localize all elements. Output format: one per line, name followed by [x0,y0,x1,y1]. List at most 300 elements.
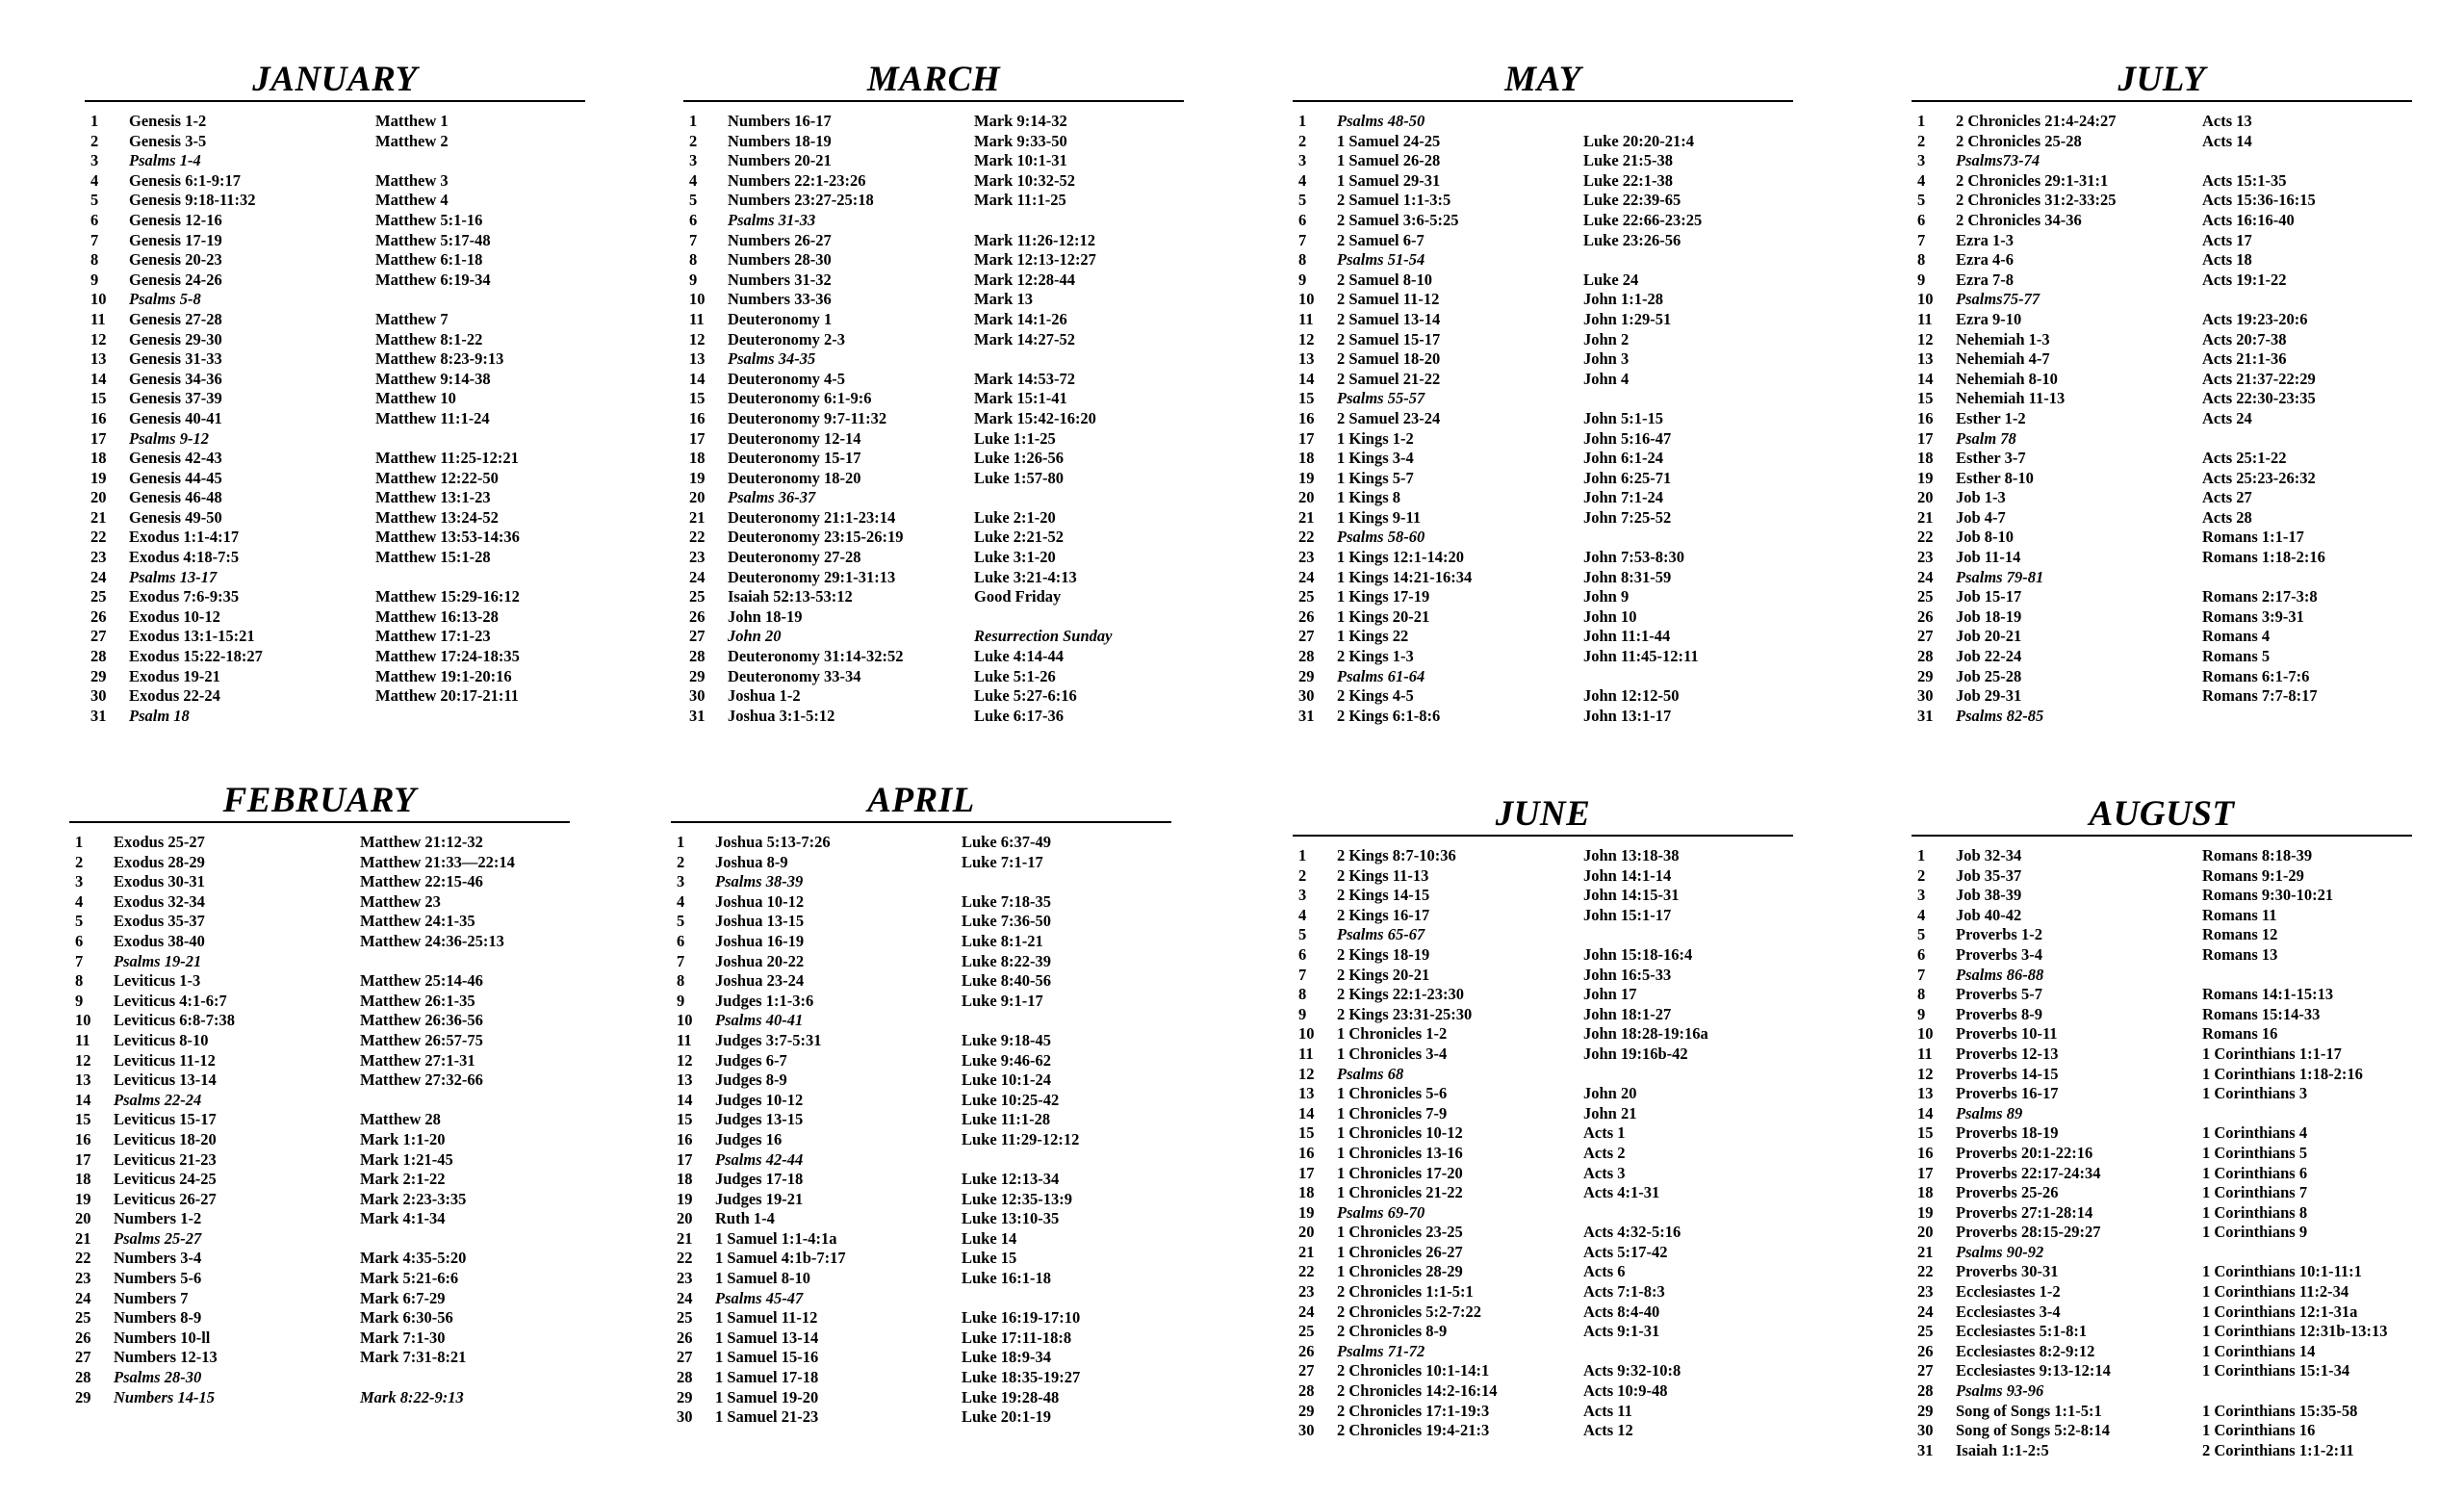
day-number: 18 [90,449,107,468]
reading-primary: Judges 8-9 [715,1070,787,1090]
reading-primary: 2 Samuel 18-20 [1337,349,1441,369]
reading-row [683,250,1184,271]
reading-row [1293,686,1793,707]
reading-row [85,132,585,152]
reading-row [1912,627,2412,647]
day-number: 25 [1298,1322,1315,1341]
reading-primary: Deuteronomy 31:14-32:52 [728,647,904,666]
reading-secondary: Luke 6:17-36 [974,706,1065,725]
reading-secondary: John 15:18-16:4 [1583,944,1693,964]
day-number: 24 [1917,1302,1934,1321]
reading-row [1912,132,2412,152]
reading-secondary: Luke 20:20-21:4 [1583,131,1695,150]
reading-secondary: Acts 10:9-48 [1583,1381,1668,1401]
reading-row [69,1328,570,1349]
reading-secondary: Matthew 28 [360,1110,441,1129]
reading-primary: 1 Samuel 4:1b-7:17 [715,1249,846,1268]
reading-primary: Psalms 34-35 [728,349,816,369]
reading-secondary: Mark 10:1-31 [974,151,1067,170]
reading-primary: Deuteronomy 15-17 [728,449,861,468]
reading-secondary: Acts 16:16-40 [2202,210,2295,229]
day-number: 10 [1917,290,1934,309]
day-number: 29 [677,1387,693,1406]
reading-row [69,912,570,932]
reading-primary: Job 1-3 [1956,488,2006,507]
reading-row [85,112,585,132]
reading-primary: Isaiah 1:1-2:5 [1956,1440,2049,1459]
day-number: 27 [689,627,706,646]
reading-row [1293,1104,1793,1124]
day-number: 19 [677,1189,693,1208]
day-number: 6 [1917,210,1926,229]
reading-secondary: John 7:1-24 [1583,488,1663,507]
reading-secondary: Luke 9:18-45 [962,1030,1052,1049]
reading-list [1293,112,1793,726]
reading-secondary: John 13:1-17 [1583,706,1672,725]
reading-primary: Exodus 10-12 [129,606,220,626]
reading-secondary: Luke 8:1-21 [962,931,1043,950]
reading-row [671,1348,1171,1368]
reading-row [1293,548,1793,568]
reading-primary: Psalms 1-4 [129,151,201,170]
reading-row [671,1368,1171,1388]
reading-row [671,1110,1171,1130]
day-number: 27 [1298,1361,1315,1380]
day-number: 23 [1917,548,1934,567]
reading-row [1293,151,1793,171]
reading-row [1912,1123,2412,1144]
day-number: 11 [689,309,705,328]
reading-secondary: Romans 7:7-8:17 [2202,686,2318,706]
title-rule [85,100,585,102]
reading-secondary: Good Friday [974,587,1062,606]
reading-primary: Psalms 40-41 [715,1011,804,1030]
reading-row [1912,349,2412,370]
reading-row [1912,906,2412,926]
reading-row [69,892,570,913]
reading-secondary: Mark 4:35-5:20 [360,1249,467,1268]
reading-primary: Proverbs 27:1-28:14 [1956,1202,2093,1222]
reading-primary: Exodus 4:18-7:5 [129,548,240,567]
reading-secondary: Luke 5:1-26 [974,666,1056,685]
reading-row [1293,409,1793,429]
day-number: 21 [1917,507,1934,527]
day-number: 29 [689,666,706,685]
reading-secondary: John 7:53-8:30 [1583,548,1684,567]
reading-row [1293,1045,1793,1065]
reading-row [85,686,585,707]
reading-secondary: Luke 17:11-18:8 [962,1328,1072,1347]
reading-secondary: Luke 9:1-17 [962,991,1043,1010]
reading-primary: 1 Kings 9-11 [1337,507,1422,527]
reading-row [85,429,585,450]
reading-secondary: Luke 10:1-24 [962,1070,1052,1090]
reading-row [671,1209,1171,1229]
reading-row [69,1249,570,1269]
reading-secondary [1583,528,1793,548]
reading-primary: Numbers 23:27-25:18 [728,191,874,210]
reading-row [1912,1303,2412,1323]
reading-secondary: John 1:29-51 [1583,309,1672,328]
day-number: 5 [689,191,698,210]
reading-row [1293,647,1793,667]
reading-primary: Judges 19-21 [715,1189,804,1208]
reading-row [683,508,1184,529]
day-number: 23 [90,548,107,567]
reading-list [1912,846,2412,1460]
reading-row [671,992,1171,1012]
day-number: 2 [1917,131,1926,150]
reading-primary: 1 Chronicles 10-12 [1337,1123,1463,1143]
day-number: 21 [75,1228,91,1248]
reading-primary: Psalms 90-92 [1956,1242,2044,1261]
reading-row [671,952,1171,972]
reading-row [85,370,585,390]
reading-secondary [1583,1065,1793,1085]
day-number: 23 [1298,1282,1315,1302]
reading-row [85,409,585,429]
reading-secondary: Luke 14 [962,1228,1017,1248]
day-number: 25 [90,587,107,606]
day-number: 31 [90,706,107,725]
reading-secondary [1583,112,1793,132]
reading-secondary: John 6:25-71 [1583,468,1672,487]
day-number: 26 [1917,606,1934,626]
reading-primary: Nehemiah 1-3 [1956,329,2050,348]
reading-secondary: Romans 2:17-3:8 [2202,587,2318,606]
reading-row [1293,667,1793,687]
day-number: 13 [75,1070,91,1090]
reading-row [85,171,585,192]
reading-secondary: Acts 13 [2202,112,2252,130]
reading-primary: Psalms 65-67 [1337,925,1425,944]
reading-secondary: John 20 [1583,1084,1637,1103]
reading-row [1912,449,2412,469]
reading-row [1293,707,1793,727]
day-number: 30 [1917,1421,1934,1440]
day-number: 10 [75,1011,91,1030]
day-number: 23 [689,548,706,567]
reading-primary: Psalms 89 [1956,1103,2023,1122]
reading-row [1912,1441,2412,1461]
day-number: 2 [90,131,99,150]
day-number: 10 [689,290,706,309]
reading-secondary: Mark 9:33-50 [974,131,1067,150]
day-number: 26 [1298,606,1315,626]
reading-secondary: Luke 1:26-56 [974,449,1065,468]
day-number: 20 [90,488,107,507]
reading-secondary: Luke 5:27-6:16 [974,686,1077,706]
reading-primary: 2 Chronicles 8-9 [1337,1322,1448,1341]
reading-secondary: Matthew 8:23-9:13 [375,349,504,369]
day-number: 17 [689,428,706,448]
reading-secondary: Matthew 13:24-52 [375,507,499,527]
reading-secondary [962,1150,1171,1171]
day-number: 25 [689,587,706,606]
reading-row [69,992,570,1012]
reading-secondary: Acts 7:1-8:3 [1583,1282,1665,1302]
day-number: 7 [75,951,84,970]
reading-row [69,952,570,972]
reading-primary: Psalms 69-70 [1337,1202,1425,1222]
reading-primary: Deuteronomy 27-28 [728,548,861,567]
reading-primary: Psalms 61-64 [1337,666,1425,685]
day-number: 8 [90,250,99,270]
reading-row [1293,488,1793,508]
reading-primary: Psalms 38-39 [715,872,804,891]
reading-primary: Psalms 25-27 [114,1228,202,1248]
day-number: 14 [677,1090,693,1109]
reading-row [1912,250,2412,271]
reading-secondary [1583,389,1793,409]
day-number: 3 [1917,886,1926,905]
reading-row [1912,151,2412,171]
reading-primary: 2 Chronicles 19:4-21:3 [1337,1421,1490,1440]
reading-row [1293,508,1793,529]
reading-primary: 2 Chronicles 1:1-5:1 [1337,1282,1474,1302]
reading-row [683,488,1184,508]
day-number: 1 [677,833,685,851]
day-number: 2 [689,131,698,150]
reading-row [1912,1183,2412,1203]
reading-row [85,508,585,529]
reading-secondary: John 14:15-31 [1583,886,1680,905]
reading-secondary [2202,1104,2412,1124]
reading-primary: Joshua 20-22 [715,951,805,970]
reading-secondary: Matthew 15:1-28 [375,548,491,567]
day-number: 29 [75,1387,91,1406]
reading-row [671,853,1171,873]
day-number: 7 [1298,965,1307,984]
reading-secondary: John 2 [1583,329,1630,348]
day-number: 9 [689,270,698,289]
reading-secondary: 1 Corinthians 5 [2202,1143,2308,1162]
reading-primary: Numbers 14-15 [114,1387,215,1406]
reading-row [1912,310,2412,330]
reading-secondary: Matthew 24:1-35 [360,912,475,931]
reading-primary: Deuteronomy 6:1-9:6 [728,389,872,408]
reading-primary: Joshua 8-9 [715,852,788,871]
day-number: 9 [1917,270,1926,289]
reading-secondary: 1 Corinthians 1:18-2:16 [2202,1064,2363,1083]
reading-secondary: Luke 20:1-19 [962,1407,1052,1427]
reading-secondary: Resurrection Sunday [974,627,1113,646]
day-number: 22 [677,1249,693,1268]
reading-secondary: Mark 14:27-52 [974,329,1075,348]
reading-primary: Numbers 16-17 [728,112,832,130]
reading-primary: Nehemiah 11-13 [1956,389,2066,408]
day-number: 1 [1298,112,1307,130]
reading-row [1912,290,2412,310]
reading-primary: Numbers 10-ll [114,1328,211,1347]
reading-secondary: Luke 21:5-38 [1583,151,1674,170]
reading-row [683,132,1184,152]
reading-primary: 1 Kings 22 [1337,627,1409,646]
reading-secondary [360,1229,570,1250]
day-number: 20 [75,1209,91,1228]
reading-primary: Genesis 20-23 [129,250,222,270]
reading-primary: Proverbs 20:1-22:16 [1956,1143,2093,1162]
reading-primary: Leviticus 8-10 [114,1030,209,1049]
reading-row [1912,667,2412,687]
reading-row [69,1011,570,1031]
reading-row [683,686,1184,707]
reading-secondary: John 5:1-15 [1583,408,1663,427]
day-number: 12 [75,1050,91,1070]
reading-row [1293,985,1793,1005]
reading-row [69,872,570,892]
reading-primary: Deuteronomy 29:1-31:13 [728,567,896,586]
reading-row [69,1051,570,1071]
reading-primary: 2 Kings 6:1-8:6 [1337,706,1441,725]
reading-row [683,548,1184,568]
day-number: 17 [1298,428,1315,448]
reading-secondary: Acts 9:32-10:8 [1583,1361,1681,1380]
reading-row [1912,548,2412,568]
reading-row [671,1070,1171,1091]
reading-secondary: John 17 [1583,985,1637,1004]
reading-row [1912,1342,2412,1362]
day-number: 9 [1298,270,1307,289]
reading-row [671,1388,1171,1408]
reading-primary: 1 Samuel 29-31 [1337,170,1441,190]
reading-primary: 2 Samuel 1:1-3:5 [1337,191,1451,210]
reading-row [1293,211,1793,231]
reading-secondary: Luke 6:37-49 [962,833,1052,851]
reading-primary: Job 29-31 [1956,686,2022,706]
reading-secondary: Matthew 15:29-16:12 [375,587,520,606]
reading-secondary: Acts 1 [1583,1123,1626,1143]
reading-primary: 1 Chronicles 3-4 [1337,1044,1448,1063]
reading-primary: Psalms 31-33 [728,210,816,229]
reading-row [671,1011,1171,1031]
reading-primary: 1 Samuel 21-23 [715,1407,819,1427]
reading-primary: Joshua 3:1-5:12 [728,706,835,725]
reading-secondary: Mark 10:32-52 [974,170,1075,190]
reading-row [69,1190,570,1210]
month-august [1912,795,2412,1460]
reading-secondary [2202,151,2412,171]
reading-secondary: Matthew 4 [375,191,449,210]
reading-primary: Psalms 19-21 [114,951,202,970]
day-number: 5 [75,912,84,931]
reading-row [1293,1402,1793,1422]
day-number: 31 [1298,706,1315,725]
reading-primary: 1 Chronicles 7-9 [1337,1103,1448,1122]
reading-primary: Ecclesiastes 8:2-9:12 [1956,1341,2095,1360]
reading-primary: Job 15-17 [1956,587,2022,606]
reading-secondary: Romans 15:14-33 [2202,1004,2321,1023]
day-number: 10 [677,1011,693,1030]
day-number: 27 [1917,627,1934,646]
day-number: 23 [1298,548,1315,567]
reading-secondary: Acts 28 [2202,507,2252,527]
reading-row [1293,1381,1793,1402]
reading-secondary: Luke 11:1-28 [962,1110,1051,1129]
reading-row [683,568,1184,588]
reading-secondary: John 1:1-28 [1583,290,1663,309]
reading-primary: Psalm 18 [129,706,190,725]
day-number: 12 [90,329,107,348]
reading-primary: Genesis 17-19 [129,230,222,249]
reading-row [85,191,585,211]
reading-row [1912,330,2412,350]
day-number: 21 [1298,507,1315,527]
reading-secondary: 1 Corinthians 11:2-34 [2202,1282,2349,1302]
day-number: 2 [677,852,685,871]
reading-row [85,528,585,548]
title-rule [69,821,570,823]
day-number: 4 [75,891,84,911]
reading-secondary [375,151,585,171]
reading-row [1293,1065,1793,1085]
reading-secondary [1583,1203,1793,1224]
reading-row [1912,886,2412,906]
day-number: 9 [1917,1004,1926,1023]
reading-row [69,1110,570,1130]
title-rule [1912,100,2412,102]
reading-secondary: Matthew 11:1-24 [375,408,490,427]
reading-row [1293,290,1793,310]
reading-row [1293,945,1793,966]
reading-secondary: Matthew 2 [375,131,449,150]
reading-row [1912,429,2412,450]
reading-primary: Genesis 9:18-11:32 [129,191,256,210]
reading-primary: Ezra 7-8 [1956,270,2015,289]
reading-secondary: Mark 6:30-56 [360,1308,453,1328]
reading-secondary: 1 Corinthians 4 [2202,1123,2308,1143]
reading-row [69,1229,570,1250]
reading-secondary: John 15:1-17 [1583,905,1672,924]
reading-row [1293,1024,1793,1045]
reading-secondary: Luke 16:1-18 [962,1269,1052,1288]
reading-row [683,112,1184,132]
day-number: 19 [1917,468,1934,487]
reading-secondary: Matthew 22:15-46 [360,872,483,891]
reading-secondary: Luke 7:18-35 [962,891,1052,911]
reading-row [1293,231,1793,251]
reading-primary: Leviticus 11-12 [114,1050,216,1070]
reading-secondary: Luke 16:19-17:10 [962,1308,1081,1328]
day-number: 24 [1298,1302,1315,1321]
reading-row [683,469,1184,489]
reading-secondary: John 6:1-24 [1583,449,1663,468]
reading-secondary: 1 Corinthians 15:1-34 [2202,1361,2350,1380]
reading-row [1293,330,1793,350]
day-number: 12 [1917,1064,1934,1083]
reading-primary: 1 Samuel 17-18 [715,1368,819,1387]
reading-primary: 2 Kings 23:31-25:30 [1337,1004,1473,1023]
day-number: 10 [1917,1024,1934,1044]
reading-primary: Deuteronomy 33-34 [728,666,861,685]
reading-primary: Exodus 7:6-9:35 [129,587,240,606]
day-number: 22 [90,528,107,547]
reading-secondary: Acts 22:30-23:35 [2202,389,2316,408]
reading-primary: Leviticus 26-27 [114,1189,217,1208]
reading-secondary: Mark 12:13-12:27 [974,250,1096,270]
reading-primary: Proverbs 1-2 [1956,925,2042,944]
reading-primary: 2 Kings 4-5 [1337,686,1414,706]
day-number: 5 [90,191,99,210]
title-rule [671,821,1171,823]
day-number: 20 [677,1209,693,1228]
reading-primary: 1 Kings 17-19 [1337,587,1430,606]
reading-primary: 1 Kings 20-21 [1337,606,1430,626]
reading-primary: Genesis 3-5 [129,131,207,150]
reading-row [85,211,585,231]
reading-row [671,1170,1171,1190]
reading-secondary: Matthew 6:19-34 [375,270,491,289]
